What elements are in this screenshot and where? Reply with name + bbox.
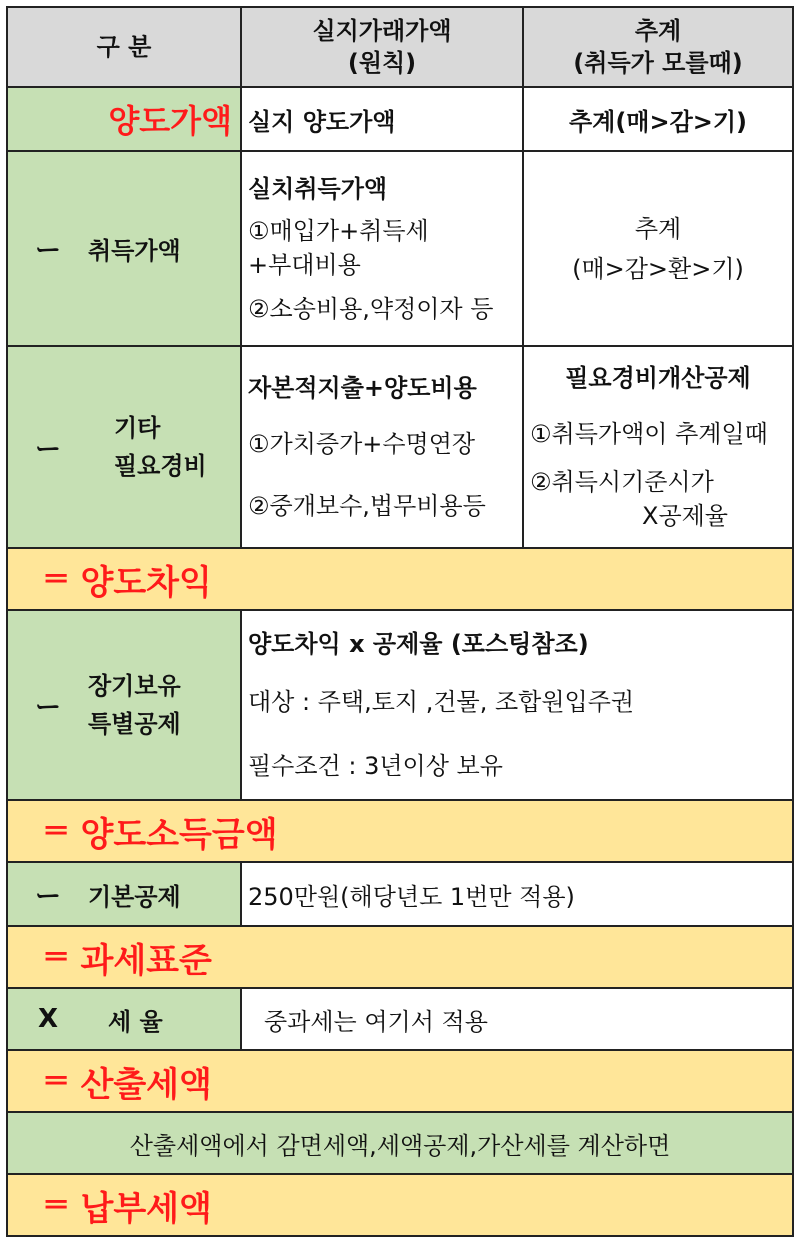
note-cell bbox=[7, 1112, 793, 1174]
equals-sign: ═ bbox=[46, 559, 67, 599]
result-transfer-income bbox=[7, 800, 793, 862]
transfer-gain-label: 양도차익 bbox=[80, 562, 212, 603]
multiply-sign: X bbox=[37, 1004, 59, 1034]
header-actual bbox=[241, 7, 523, 87]
transfer-income-label: 양도소득금액 bbox=[80, 814, 278, 855]
long-term-details: 양도차익 x 공제율 (포스팅참조) 대상 : 주택,토지 ,건물, 조합원입주권 필수조건 : 3년이상 보유 bbox=[241, 610, 793, 800]
header-actual-line1: 실지가래가액 bbox=[312, 17, 452, 45]
row-long-term-deduction bbox=[7, 610, 793, 800]
minus-sign: ー bbox=[34, 881, 61, 912]
transfer-price-label: 양도가액 bbox=[108, 102, 232, 140]
basic-deduction-label-cell bbox=[7, 862, 241, 926]
transfer-price-actual: 실지 양도가액 bbox=[241, 87, 523, 151]
payable-tax-label: 납부세액 bbox=[80, 1188, 212, 1229]
capital-gains-tax-table bbox=[6, 6, 794, 1237]
header-estimate bbox=[523, 7, 793, 87]
header-estimate-line1: 추계 bbox=[634, 17, 682, 45]
acquisition-estimate: 추계 (매>감>환>기) bbox=[523, 151, 793, 346]
row-other-expenses bbox=[7, 346, 793, 548]
transfer-price-label-cell bbox=[7, 87, 241, 151]
row-transfer-price bbox=[7, 87, 793, 151]
row-note bbox=[7, 1112, 793, 1174]
equals-sign: ═ bbox=[46, 811, 67, 851]
equals-sign: ═ bbox=[46, 1061, 67, 1101]
row-tax-rate bbox=[7, 988, 793, 1050]
header-category-label: 구 분 bbox=[96, 33, 152, 61]
acquisition-actual: 실치취득가액 ①매입가+취득세 +부대비용 ②소송비용,약정이자 등 bbox=[241, 151, 523, 346]
acquisition-label: 취득가액 bbox=[88, 237, 181, 265]
minus-sign: ー bbox=[34, 692, 61, 723]
tax-rate-value: 중과세는 여기서 적용 bbox=[241, 988, 793, 1050]
header-estimate-line2: (취득가 모를때) bbox=[573, 49, 743, 77]
expenses-actual: 자본적지출+양도비용 ①가치증가+수명연장 ②중개보수,법무비용등 bbox=[241, 346, 523, 548]
computed-tax-label: 산출세액 bbox=[80, 1064, 212, 1105]
result-payable-tax bbox=[7, 1174, 793, 1236]
tax-base-label: 과세표준 bbox=[80, 940, 212, 981]
note-text: 산출세액에서 감면세액,세액공제,가산세를 계산하면 bbox=[129, 1131, 671, 1160]
minus-sign: ー bbox=[34, 434, 61, 465]
acquisition-label-cell bbox=[7, 151, 241, 346]
expenses-estimate: 필요경비개산공제 ①취득가액이 추계일때 ②취득시기준시가 X공제율 bbox=[523, 346, 793, 548]
result-tax-base bbox=[7, 926, 793, 988]
basic-deduction-label: 기본공제 bbox=[88, 882, 181, 911]
tax-rate-label-cell bbox=[7, 988, 241, 1050]
tax-rate-label: 세 율 bbox=[108, 1007, 163, 1036]
equals-sign: ═ bbox=[46, 1185, 67, 1225]
header-row bbox=[7, 7, 793, 87]
result-transfer-gain bbox=[7, 548, 793, 610]
header-category bbox=[7, 7, 241, 87]
equals-sign: ═ bbox=[46, 937, 67, 977]
transfer-price-estimate: 추계(매>감>기) bbox=[523, 87, 793, 151]
result-computed-tax bbox=[7, 1050, 793, 1112]
row-basic-deduction bbox=[7, 862, 793, 926]
minus-sign: ー bbox=[34, 236, 61, 266]
header-actual-line2: (원칙) bbox=[347, 49, 417, 77]
expenses-label-cell: ー 기타 필요경비 bbox=[7, 346, 241, 548]
long-term-label-cell: ー 장기보유 특별공제 bbox=[7, 610, 241, 800]
basic-deduction-value: 250만원(해당년도 1번만 적용) bbox=[241, 862, 793, 926]
row-acquisition-price bbox=[7, 151, 793, 346]
